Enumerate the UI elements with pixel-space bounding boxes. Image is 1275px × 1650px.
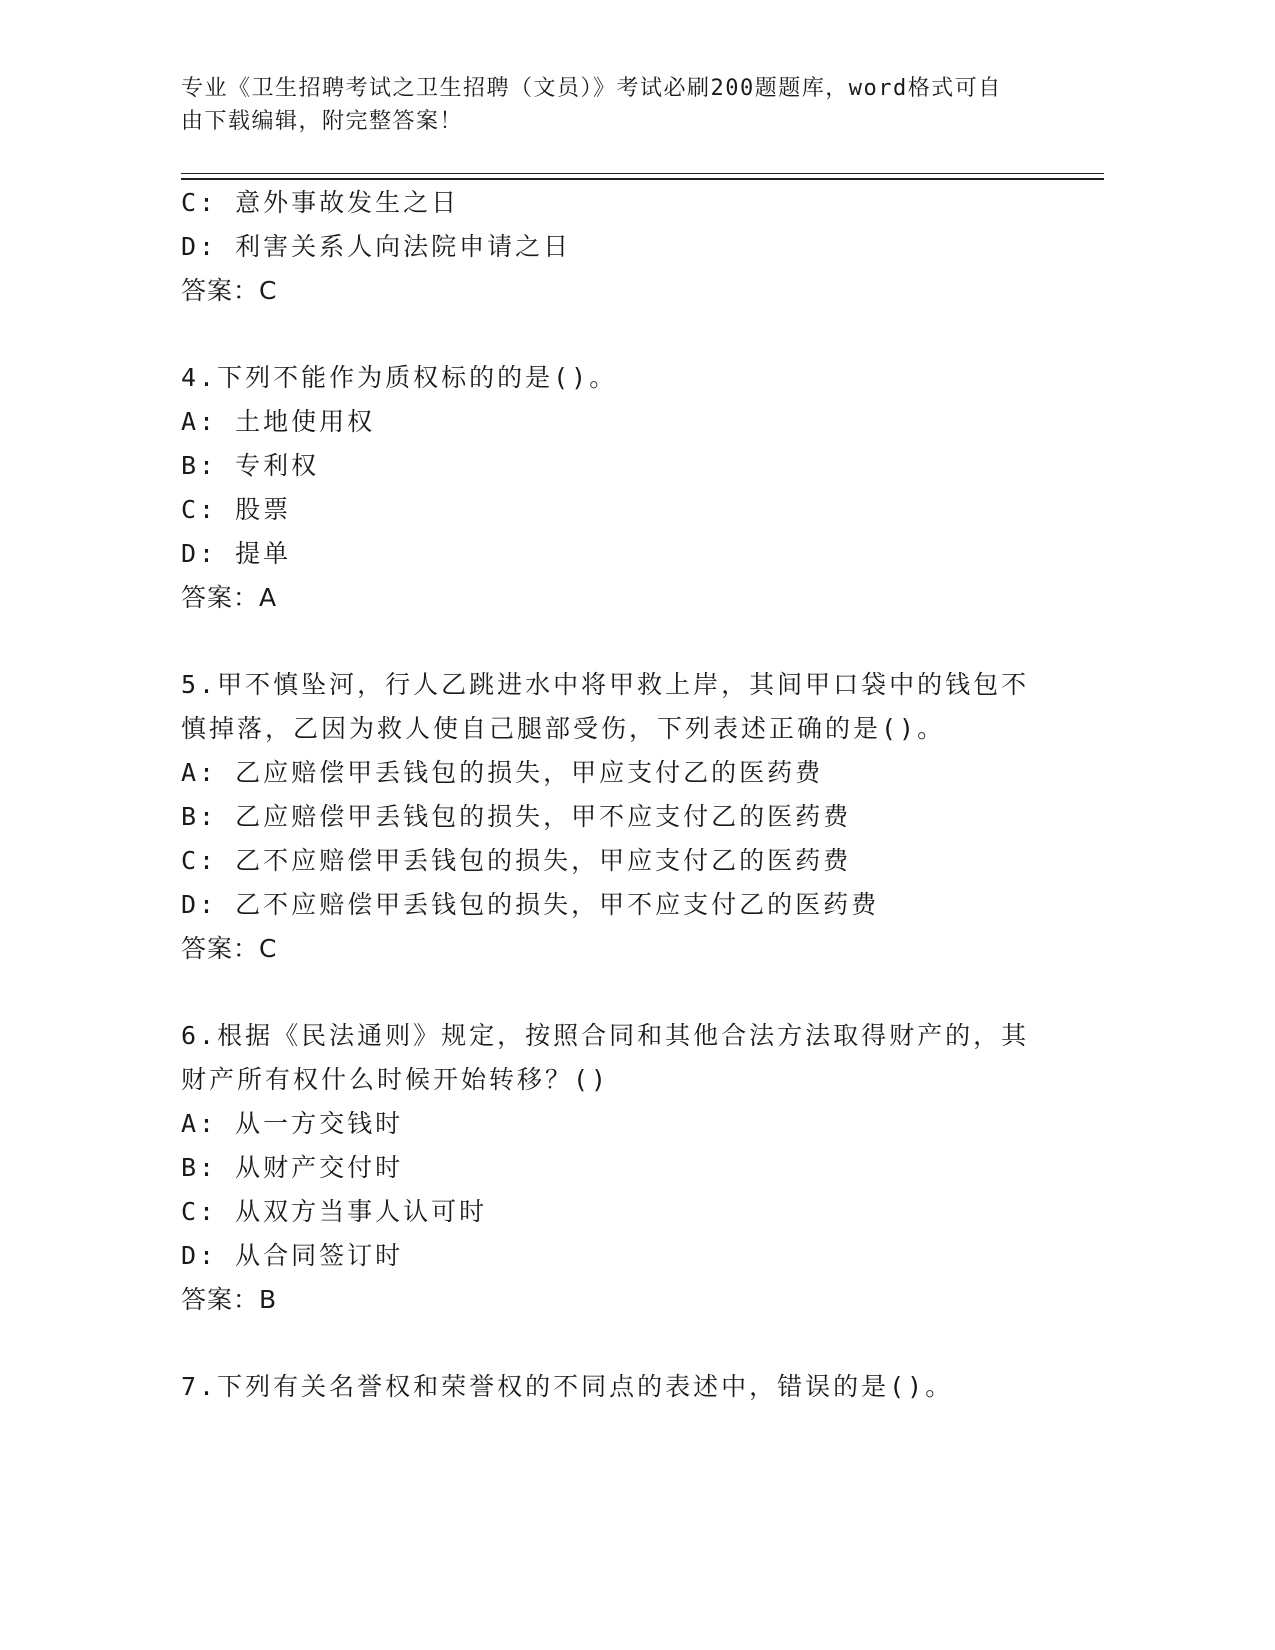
option-a: A: 从一方交钱时: [181, 1109, 404, 1138]
question-stem: 4.下列不能作为质权标的的是()。: [181, 363, 618, 392]
spacer: [181, 1322, 1081, 1365]
spacer: [181, 620, 1081, 663]
option-c: C: 意外事故发生之日: [181, 188, 460, 217]
document-header: [181, 72, 1061, 138]
question-5: [181, 663, 1081, 971]
question-4: [181, 356, 1081, 620]
option-d: D: 乙不应赔偿甲丢钱包的损失，甲不应支付乙的医药费: [181, 890, 880, 919]
question-3-continued: [181, 181, 1081, 313]
spacer: [181, 971, 1081, 1014]
question-6: [181, 1014, 1081, 1322]
question-list: [181, 181, 1081, 1409]
header-rule-thick: [181, 178, 1104, 180]
answer-line: 答案：A: [181, 583, 278, 612]
option-d: D: 利害关系人向法院申请之日: [181, 232, 572, 261]
question-stem-line-1: 6.根据《民法通则》规定，按照合同和其他合法方法取得财产的，其: [181, 1021, 1030, 1050]
answer-line: 答案：C: [181, 276, 278, 305]
option-a: A: 乙应赔偿甲丢钱包的损失，甲应支付乙的医药费: [181, 758, 824, 787]
option-c: C: 股票: [181, 495, 292, 524]
header-rule-thin: [181, 173, 1104, 174]
spacer: [181, 313, 1081, 356]
question-stem-line-2: 财产所有权什么时候开始转移？(): [181, 1065, 610, 1094]
option-d: D: 提单: [181, 539, 292, 568]
question-stem: 7.下列有关名誉权和荣誉权的不同点的表述中，错误的是()。: [181, 1372, 954, 1401]
option-b: B: 专利权: [181, 451, 320, 480]
option-c: C: 乙不应赔偿甲丢钱包的损失，甲应支付乙的医药费: [181, 846, 852, 875]
option-b: B: 乙应赔偿甲丢钱包的损失，甲不应支付乙的医药费: [181, 802, 852, 831]
option-b: B: 从财产交付时: [181, 1153, 404, 1182]
option-c: C: 从双方当事人认可时: [181, 1197, 488, 1226]
option-d: D: 从合同签订时: [181, 1241, 404, 1270]
question-7: [181, 1365, 1081, 1409]
question-stem-line-2: 慎掉落，乙因为救人使自己腿部受伤，下列表述正确的是()。: [181, 714, 946, 743]
answer-line: 答案：B: [181, 1285, 278, 1314]
answer-line: 答案：C: [181, 934, 278, 963]
option-a: A: 土地使用权: [181, 407, 376, 436]
question-stem-line-1: 5.甲不慎坠河，行人乙跳进水中将甲救上岸，其间甲口袋中的钱包不: [181, 670, 1030, 699]
header-line-1: 专业《卫生招聘考试之卫生招聘（文员）》考试必刷200题题库，word格式可自: [181, 76, 1002, 101]
header-line-2: 由下载编辑，附完整答案！: [181, 109, 464, 134]
